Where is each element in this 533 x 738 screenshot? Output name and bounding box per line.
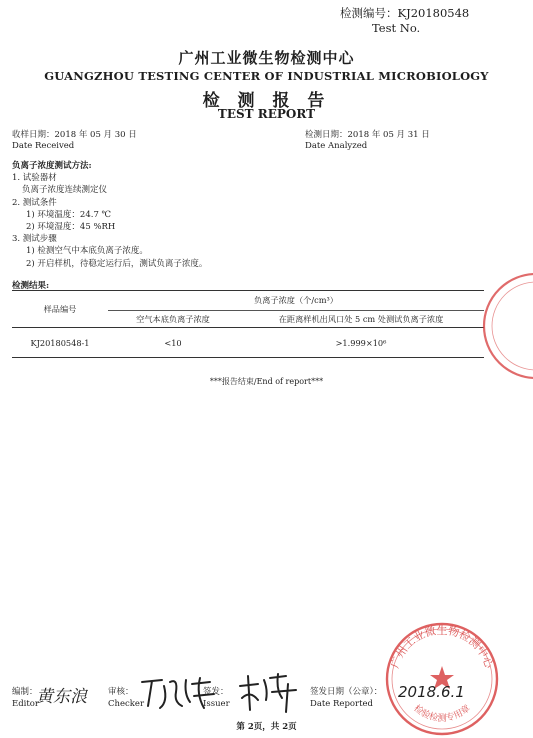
method-step-3-item-2: 2) 开启样机，待稳定运行后，测试负离子浓度。 — [26, 258, 208, 269]
cell-outlet: >1.999×10⁶ — [238, 328, 484, 358]
test-number-block — [340, 6, 469, 36]
editor-label-cn: 编制： — [12, 687, 38, 697]
test-number-label-en: Test No. — [372, 21, 421, 35]
seal-bottom-text: 检验检测专用章 — [411, 703, 473, 724]
header-background: 空气本底负离子浓度 — [108, 311, 238, 328]
method-step-1-item: 负离子浓度连续测定仪 — [22, 185, 108, 196]
test-number-label: 检测编号： — [340, 6, 398, 20]
date-reported-label-cn: 签发日期（公章）： — [310, 687, 383, 697]
header-sample-id: 样品编号 — [12, 291, 108, 328]
header-outlet: 在距离样机出风口处 5 cm 处测试负离子浓度 — [238, 311, 484, 328]
header-concentration-group: 负离子浓度（个/cm³） — [108, 291, 484, 311]
results-table — [12, 290, 484, 358]
method-step-2-item-2: 2) 环境湿度：45 %RH — [26, 222, 116, 233]
seal-stamp-edge — [478, 268, 533, 384]
method-title: 负离子浓度测试方法: — [12, 161, 92, 171]
date-received-en: Date Received — [12, 141, 75, 151]
test-number-value: KJ20180548 — [397, 6, 470, 20]
results-title: 检测结果: — [12, 281, 50, 291]
table-row — [12, 328, 484, 358]
seal-top-text: 广州工业微生物检测中心 — [388, 624, 496, 670]
report-title-cn: 检 测 报 告 — [202, 91, 331, 111]
test-method-section — [12, 160, 207, 270]
svg-text:广州工业微生物检测中心 — [387, 623, 495, 671]
date-reported-label-en: Date Reported — [310, 699, 373, 709]
method-step-1: 1. 试验器材 — [12, 173, 57, 184]
issuer-block — [203, 686, 230, 710]
organization-name-en: GUANGZHOU TESTING CENTER OF INDUSTRIAL MICROBIOLOGY — [44, 69, 489, 83]
date-analyzed-en: Date Analyzed — [305, 141, 368, 151]
issuer-label-cn: 签发： — [203, 687, 229, 697]
issuer-signature — [236, 670, 300, 714]
editor-label-en: Editor — [12, 699, 39, 709]
date-received — [12, 130, 137, 152]
editor-block — [12, 686, 39, 710]
date-reported-block — [310, 686, 382, 710]
date-received-cn: 收样日期：2018 年 05 月 30 日 — [12, 130, 137, 140]
issuer-label-en: Issuer — [203, 699, 230, 709]
checker-label-cn: 审核： — [108, 687, 134, 697]
date-reported-handwritten: 2018.6.1 — [398, 683, 465, 701]
method-step-3: 3. 测试步骤 — [12, 234, 57, 245]
method-step-2: 2. 测试条件 — [12, 197, 57, 208]
checker-label-en: Checker — [108, 699, 145, 709]
end-of-report: ***报告结束/End of report*** — [209, 377, 324, 386]
date-analyzed — [305, 130, 430, 152]
date-analyzed-cn: 检测日期：2018 年 05 月 31 日 — [305, 130, 430, 140]
cell-background: <10 — [108, 328, 238, 358]
method-step-3-item-1: 1) 检测空气中本底负离子浓度。 — [26, 246, 148, 257]
page-number: 第 2页，共 2页 — [236, 722, 297, 732]
editor-signature: 黄东浪 — [36, 687, 87, 707]
method-step-2-item-1: 1) 环境温度：24.7 ℃ — [26, 209, 112, 220]
organization-name-cn: 广州工业微生物检测中心 — [178, 49, 355, 67]
report-title-en: TEST REPORT — [217, 107, 316, 121]
cell-sample: KJ20180548-1 — [12, 328, 108, 358]
